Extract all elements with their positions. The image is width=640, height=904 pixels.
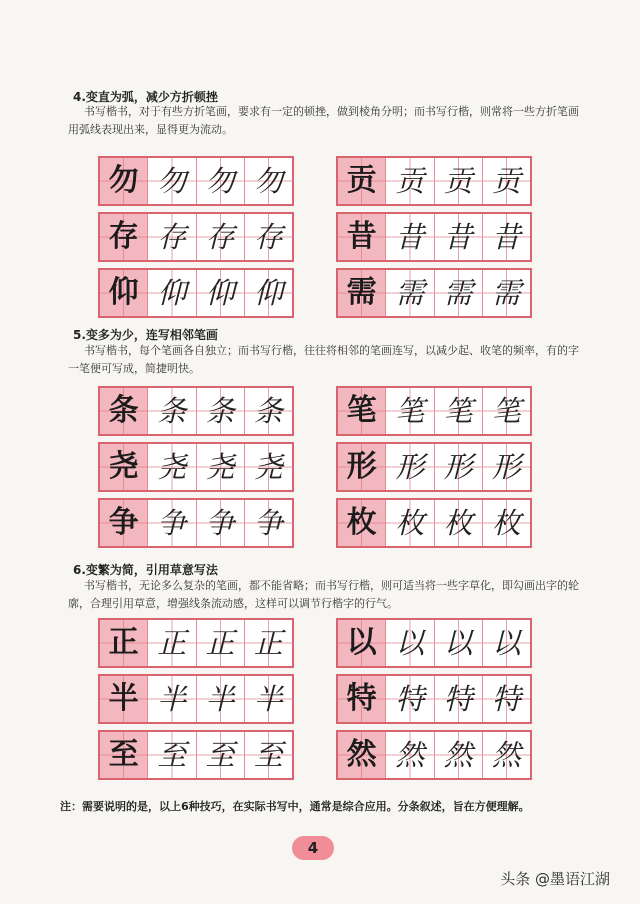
practice-grid xyxy=(98,386,294,436)
model-char: 然 xyxy=(338,732,385,778)
script-char: 仰 xyxy=(244,270,292,316)
script-char: 笔 xyxy=(434,388,482,434)
practice-grid xyxy=(98,156,294,206)
model-char: 勿 xyxy=(100,158,147,204)
script-char: 勿 xyxy=(244,158,292,204)
script-char: 贡 xyxy=(482,158,530,204)
practice-grid xyxy=(98,730,294,780)
script-char: 存 xyxy=(147,214,195,260)
script-char: 昔 xyxy=(385,214,433,260)
model-char: 特 xyxy=(338,676,385,722)
model-char: 条 xyxy=(100,388,147,434)
section-4-paragraph: 书写楷书，对于有些方折笔画，要求有一定的顿挫，做到棱角分明；而书写行楷，则常将一些方折笔画用弧线表现出来，显得更为流动。 xyxy=(68,105,579,136)
practice-grid xyxy=(98,212,294,262)
script-char: 尧 xyxy=(244,444,292,490)
section-6-paragraph: 书写楷书，无论多么复杂的笔画，都不能省略；而书写行楷，则可适当将一些字草化，即勾画出字的轮廓，合理引用草意，增强线条流动感，这样可以调节行楷字的行气。 xyxy=(68,579,579,610)
script-char: 争 xyxy=(244,500,292,546)
script-char: 争 xyxy=(147,500,195,546)
model-char: 正 xyxy=(100,620,147,666)
script-char: 半 xyxy=(244,676,292,722)
script-char: 昔 xyxy=(482,214,530,260)
practice-grid xyxy=(98,618,294,668)
script-char: 特 xyxy=(482,676,530,722)
model-char: 需 xyxy=(338,270,385,316)
script-char: 以 xyxy=(482,620,530,666)
script-char: 形 xyxy=(482,444,530,490)
script-char: 笔 xyxy=(385,388,433,434)
script-char: 勿 xyxy=(196,158,244,204)
script-char: 至 xyxy=(244,732,292,778)
practice-grid xyxy=(98,498,294,548)
script-char: 需 xyxy=(482,270,530,316)
script-char: 然 xyxy=(434,732,482,778)
model-char: 仰 xyxy=(100,270,147,316)
script-char: 特 xyxy=(434,676,482,722)
practice-grid xyxy=(98,442,294,492)
practice-grid xyxy=(336,442,532,492)
section-4-title: 4.变直为弧，减少方折顿挫 xyxy=(73,90,218,104)
script-char: 然 xyxy=(482,732,530,778)
script-char: 枚 xyxy=(434,500,482,546)
practice-grid xyxy=(336,498,532,548)
script-char: 尧 xyxy=(196,444,244,490)
model-char: 尧 xyxy=(100,444,147,490)
practice-grid xyxy=(336,386,532,436)
footnote: 注：需要说明的是，以上6种技巧，在实际书写中，通常是综合应用。分条叙述，旨在方便理解。 xyxy=(60,800,530,813)
model-char: 争 xyxy=(100,500,147,546)
script-char: 至 xyxy=(147,732,195,778)
script-char: 条 xyxy=(244,388,292,434)
model-char: 笔 xyxy=(338,388,385,434)
section-6-title: 6.变繁为简，引用草意写法 xyxy=(73,563,218,577)
model-char: 半 xyxy=(100,676,147,722)
model-char: 昔 xyxy=(338,214,385,260)
script-char: 存 xyxy=(196,214,244,260)
script-char: 形 xyxy=(434,444,482,490)
script-char: 需 xyxy=(385,270,433,316)
section-5-title: 5.变多为少，连写相邻笔画 xyxy=(73,328,218,342)
script-char: 仰 xyxy=(196,270,244,316)
practice-grid xyxy=(336,730,532,780)
practice-grid xyxy=(336,156,532,206)
model-char: 形 xyxy=(338,444,385,490)
script-char: 半 xyxy=(147,676,195,722)
script-char: 条 xyxy=(147,388,195,434)
practice-grid xyxy=(98,268,294,318)
script-char: 勿 xyxy=(147,158,195,204)
model-char: 至 xyxy=(100,732,147,778)
script-char: 半 xyxy=(196,676,244,722)
script-char: 仰 xyxy=(147,270,195,316)
script-char: 正 xyxy=(196,620,244,666)
script-char: 枚 xyxy=(385,500,433,546)
script-char: 形 xyxy=(385,444,433,490)
script-char: 然 xyxy=(385,732,433,778)
script-char: 特 xyxy=(385,676,433,722)
script-char: 条 xyxy=(196,388,244,434)
script-char: 以 xyxy=(385,620,433,666)
script-char: 争 xyxy=(196,500,244,546)
practice-grid xyxy=(336,674,532,724)
script-char: 贡 xyxy=(385,158,433,204)
script-char: 至 xyxy=(196,732,244,778)
model-char: 枚 xyxy=(338,500,385,546)
practice-grid xyxy=(336,212,532,262)
model-char: 以 xyxy=(338,620,385,666)
script-char: 尧 xyxy=(147,444,195,490)
script-char: 正 xyxy=(147,620,195,666)
script-char: 贡 xyxy=(434,158,482,204)
script-char: 存 xyxy=(244,214,292,260)
script-char: 正 xyxy=(244,620,292,666)
watermark: 头条 @墨语江湖 xyxy=(500,870,610,888)
script-char: 以 xyxy=(434,620,482,666)
section-5-paragraph: 书写楷书，每个笔画各自独立；而书写行楷，往往将相邻的笔画连写，以减少起、收笔的频率，有的字一笔便可写成，简捷明快。 xyxy=(68,344,579,375)
script-char: 昔 xyxy=(434,214,482,260)
model-char: 存 xyxy=(100,214,147,260)
practice-grid xyxy=(98,674,294,724)
script-char: 需 xyxy=(434,270,482,316)
script-char: 笔 xyxy=(482,388,530,434)
practice-grid xyxy=(336,618,532,668)
practice-grid xyxy=(336,268,532,318)
script-char: 枚 xyxy=(482,500,530,546)
model-char: 贡 xyxy=(338,158,385,204)
page-number-badge: 4 xyxy=(292,836,334,860)
